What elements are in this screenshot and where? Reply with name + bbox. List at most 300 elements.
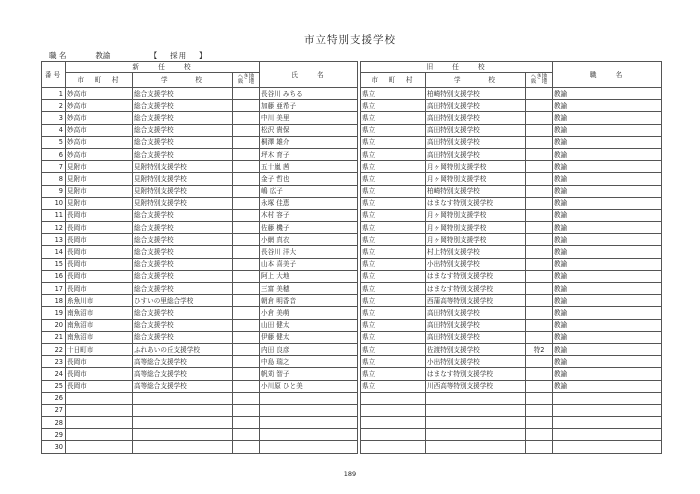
- position-cell: 教諭: [553, 100, 662, 112]
- row-number-cell: 9: [42, 185, 66, 197]
- header-old-school-name: 学 校: [426, 73, 526, 88]
- old-remote-grade-cell: [526, 392, 553, 404]
- new-school-cell: 見附特別支援学校: [133, 185, 233, 197]
- old-prefecture-cell: 県立: [361, 234, 426, 246]
- old-prefecture-cell: 県立: [361, 222, 426, 234]
- table-row: [42, 295, 662, 307]
- page-number: 189: [343, 470, 357, 478]
- old-prefecture-cell: 県立: [361, 88, 426, 100]
- position-cell: [553, 404, 662, 416]
- position-cell: 教諭: [553, 88, 662, 100]
- new-city-cell: 長岡市: [66, 270, 133, 282]
- new-remote-grade-cell: [233, 185, 260, 197]
- old-school-cell: はまなす特別支援学校: [426, 197, 526, 209]
- old-prefecture-cell: [361, 417, 426, 429]
- teacher-name-cell: 永塚 佳恵: [260, 197, 358, 209]
- old-school-cell: はまなす特別支援学校: [426, 270, 526, 282]
- position-cell: 教諭: [553, 197, 662, 209]
- new-remote-grade-cell: [233, 136, 260, 148]
- old-remote-grade-cell: [526, 112, 553, 124]
- table-row: [42, 148, 662, 160]
- new-city-cell: 十日町市: [66, 343, 133, 355]
- new-city-cell: 見附市: [66, 197, 133, 209]
- row-number-cell: 30: [42, 441, 66, 453]
- new-remote-grade-cell: [233, 197, 260, 209]
- table-row: [42, 441, 662, 453]
- new-remote-grade-cell: [233, 295, 260, 307]
- old-school-cell: 月ヶ岡特別支援学校: [426, 209, 526, 221]
- old-remote-grade-cell: [526, 441, 553, 453]
- teacher-name-cell: 木村 容子: [260, 209, 358, 221]
- new-remote-grade-cell: [233, 148, 260, 160]
- position-cell: 教諭: [553, 148, 662, 160]
- table-row: [42, 429, 662, 441]
- old-remote-grade-cell: [526, 222, 553, 234]
- teacher-name-cell: 五十嵐 茜: [260, 161, 358, 173]
- teacher-name-cell: 坪木 育子: [260, 148, 358, 160]
- new-school-cell: [133, 417, 233, 429]
- old-remote-grade-cell: [526, 234, 553, 246]
- old-prefecture-cell: [361, 441, 426, 453]
- old-remote-grade-cell: [526, 295, 553, 307]
- header-old-city: 市 町 村: [361, 73, 426, 88]
- table-row: [42, 197, 662, 209]
- new-school-cell: 見附特別支援学校: [133, 197, 233, 209]
- position-cell: 教諭: [553, 209, 662, 221]
- new-city-cell: 妙高市: [66, 148, 133, 160]
- old-prefecture-cell: 県立: [361, 112, 426, 124]
- old-remote-grade-cell: [526, 319, 553, 331]
- row-number-cell: 13: [42, 234, 66, 246]
- position-cell: 教諭: [553, 161, 662, 173]
- row-number-cell: 8: [42, 173, 66, 185]
- old-remote-grade-cell: [526, 185, 553, 197]
- row-number-cell: 23: [42, 356, 66, 368]
- old-remote-grade-cell: [526, 100, 553, 112]
- position-cell: 教諭: [553, 380, 662, 392]
- position-cell: 教諭: [553, 356, 662, 368]
- transfer-table: [41, 61, 662, 454]
- new-remote-grade-cell: [233, 124, 260, 136]
- new-remote-grade-cell: [233, 404, 260, 416]
- new-school-cell: 総合支援学校: [133, 209, 233, 221]
- old-prefecture-cell: 県立: [361, 380, 426, 392]
- teacher-name-cell: 中川 美里: [260, 112, 358, 124]
- table-row: [42, 100, 662, 112]
- new-city-cell: 妙高市: [66, 124, 133, 136]
- header-no: 番号: [42, 62, 66, 88]
- old-school-cell: 村上特別支援学校: [426, 246, 526, 258]
- new-school-cell: [133, 392, 233, 404]
- table-row: [42, 380, 662, 392]
- old-school-cell: 月ヶ岡特別支援学校: [426, 173, 526, 185]
- teacher-name-cell: 山田 健太: [260, 319, 358, 331]
- old-prefecture-cell: 県立: [361, 283, 426, 295]
- old-remote-grade-cell: 特2: [526, 343, 553, 355]
- old-school-cell: 高田特別支援学校: [426, 148, 526, 160]
- teacher-name-cell: 山本 喜美子: [260, 258, 358, 270]
- old-school-cell: はまなす特別支援学校: [426, 283, 526, 295]
- old-remote-grade-cell: [526, 148, 553, 160]
- teacher-name-cell: [260, 392, 358, 404]
- old-prefecture-cell: 県立: [361, 343, 426, 355]
- old-remote-grade-cell: [526, 88, 553, 100]
- new-city-cell: 南魚沼市: [66, 331, 133, 343]
- old-school-cell: 柏崎特別支援学校: [426, 185, 526, 197]
- teacher-name-cell: [260, 417, 358, 429]
- old-remote-grade-cell: [526, 258, 553, 270]
- new-remote-grade-cell: [233, 319, 260, 331]
- old-prefecture-cell: 県立: [361, 124, 426, 136]
- old-school-cell: [426, 417, 526, 429]
- old-prefecture-cell: 県立: [361, 161, 426, 173]
- row-number-cell: 7: [42, 161, 66, 173]
- teacher-name-cell: 小網 真衣: [260, 234, 358, 246]
- row-number-cell: 19: [42, 307, 66, 319]
- position-cell: 教諭: [553, 307, 662, 319]
- table-row: [42, 88, 662, 100]
- table-row: [42, 307, 662, 319]
- row-number-cell: 28: [42, 417, 66, 429]
- old-remote-grade-cell: [526, 368, 553, 380]
- new-school-cell: 見附特別支援学校: [133, 161, 233, 173]
- new-city-cell: [66, 392, 133, 404]
- old-prefecture-cell: 県立: [361, 307, 426, 319]
- old-remote-grade-cell: [526, 246, 553, 258]
- page-title: 市立特別支援学校: [304, 34, 396, 46]
- teacher-name-cell: 加藤 亜希子: [260, 100, 358, 112]
- position-cell: 教諭: [553, 173, 662, 185]
- new-remote-grade-cell: [233, 100, 260, 112]
- new-remote-grade-cell: [233, 392, 260, 404]
- old-remote-grade-cell: [526, 417, 553, 429]
- table-row: [42, 258, 662, 270]
- old-remote-grade-cell: [526, 197, 553, 209]
- teacher-name-cell: 内田 良彦: [260, 343, 358, 355]
- position-cell: [553, 441, 662, 453]
- old-school-cell: 小出特別支援学校: [426, 258, 526, 270]
- teacher-name-cell: 金子 哲也: [260, 173, 358, 185]
- table-row: [42, 124, 662, 136]
- position-cell: 教諭: [553, 136, 662, 148]
- old-school-cell: 柏崎特別支援学校: [426, 88, 526, 100]
- new-remote-grade-cell: [233, 112, 260, 124]
- new-school-cell: ひすいの里総合学校: [133, 295, 233, 307]
- old-school-cell: 月ヶ岡特別支援学校: [426, 222, 526, 234]
- old-remote-grade-cell: [526, 429, 553, 441]
- new-city-cell: 長岡市: [66, 283, 133, 295]
- old-remote-grade-cell: [526, 283, 553, 295]
- old-remote-grade-cell: [526, 124, 553, 136]
- old-remote-grade-cell: [526, 356, 553, 368]
- new-school-cell: 見附特別支援学校: [133, 173, 233, 185]
- position-cell: [553, 392, 662, 404]
- new-city-cell: 長岡市: [66, 258, 133, 270]
- position-cell: 教諭: [553, 368, 662, 380]
- old-remote-grade-cell: [526, 173, 553, 185]
- header-position: 職 名: [553, 62, 662, 88]
- table-row: [42, 234, 662, 246]
- header-new-school: 新 任 校: [66, 62, 260, 73]
- new-remote-grade-cell: [233, 441, 260, 453]
- row-number-cell: 10: [42, 197, 66, 209]
- new-school-cell: [133, 429, 233, 441]
- new-remote-grade-cell: [233, 88, 260, 100]
- position-cell: 教諭: [553, 283, 662, 295]
- position-cell: 教諭: [553, 258, 662, 270]
- table-row: [42, 368, 662, 380]
- new-school-cell: 総合支援学校: [133, 283, 233, 295]
- position-label: 職 名: [49, 51, 67, 60]
- old-school-cell: [426, 404, 526, 416]
- table-row: [42, 356, 662, 368]
- teacher-name-cell: 長谷川 みちる: [260, 88, 358, 100]
- old-remote-grade-cell: [526, 161, 553, 173]
- new-school-cell: [133, 441, 233, 453]
- table-row: [42, 283, 662, 295]
- table-body: [42, 88, 662, 454]
- row-number-cell: 27: [42, 404, 66, 416]
- teacher-name-cell: 佐藤 機子: [260, 222, 358, 234]
- old-school-cell: 高田特別支援学校: [426, 112, 526, 124]
- table-row: [42, 392, 662, 404]
- header-old-school: 旧 任 校: [361, 62, 553, 73]
- teacher-name-cell: 桐澤 雄介: [260, 136, 358, 148]
- position-cell: 教諭: [553, 234, 662, 246]
- new-city-cell: [66, 404, 133, 416]
- table-row: [42, 161, 662, 173]
- table-row: [42, 209, 662, 221]
- table-row: [42, 185, 662, 197]
- old-remote-grade-cell: [526, 307, 553, 319]
- new-school-cell: 総合支援学校: [133, 136, 233, 148]
- old-prefecture-cell: 県立: [361, 368, 426, 380]
- table-row: [42, 136, 662, 148]
- row-number-cell: 1: [42, 88, 66, 100]
- old-prefecture-cell: 県立: [361, 209, 426, 221]
- old-school-cell: 高田特別支援学校: [426, 331, 526, 343]
- row-number-cell: 3: [42, 112, 66, 124]
- row-number-cell: 29: [42, 429, 66, 441]
- new-school-cell: 総合支援学校: [133, 148, 233, 160]
- table-row: [42, 173, 662, 185]
- old-prefecture-cell: 県立: [361, 173, 426, 185]
- position-value: 教諭: [95, 51, 111, 60]
- old-school-cell: 川西高等特別支援学校: [426, 380, 526, 392]
- status-label: 【 採用 】: [149, 51, 208, 60]
- teacher-name-cell: 松沢 貴保: [260, 124, 358, 136]
- new-city-cell: 長岡市: [66, 234, 133, 246]
- old-school-cell: 高田特別支援学校: [426, 100, 526, 112]
- table-row: [42, 319, 662, 331]
- new-remote-grade-cell: [233, 417, 260, 429]
- new-city-cell: [66, 417, 133, 429]
- new-remote-grade-cell: [233, 380, 260, 392]
- position-cell: [553, 417, 662, 429]
- new-remote-grade-cell: [233, 258, 260, 270]
- old-prefecture-cell: 県立: [361, 136, 426, 148]
- new-city-cell: 糸魚川市: [66, 295, 133, 307]
- new-city-cell: 長岡市: [66, 380, 133, 392]
- header-old-remote: へき地 級 地: [526, 73, 553, 88]
- new-city-cell: 長岡市: [66, 368, 133, 380]
- row-number-cell: 11: [42, 209, 66, 221]
- old-prefecture-cell: 県立: [361, 356, 426, 368]
- new-school-cell: 高等総合支援学校: [133, 380, 233, 392]
- new-school-cell: 高等総合支援学校: [133, 356, 233, 368]
- new-remote-grade-cell: [233, 222, 260, 234]
- row-number-cell: 24: [42, 368, 66, 380]
- old-school-cell: [426, 392, 526, 404]
- new-school-cell: 総合支援学校: [133, 222, 233, 234]
- table-row: [42, 270, 662, 282]
- table-row: [42, 246, 662, 258]
- old-prefecture-cell: 県立: [361, 270, 426, 282]
- old-school-cell: はまなす特別支援学校: [426, 368, 526, 380]
- header-row-1: [42, 62, 662, 73]
- old-prefecture-cell: 県立: [361, 246, 426, 258]
- old-prefecture-cell: 県立: [361, 100, 426, 112]
- teacher-name-cell: 長谷川 洋大: [260, 246, 358, 258]
- position-cell: 教諭: [553, 112, 662, 124]
- new-city-cell: 南魚沼市: [66, 319, 133, 331]
- teacher-name-cell: 伊藤 健太: [260, 331, 358, 343]
- new-remote-grade-cell: [233, 307, 260, 319]
- table-row: [42, 343, 662, 355]
- old-school-cell: 佐渡特別支援学校: [426, 343, 526, 355]
- new-city-cell: 妙高市: [66, 112, 133, 124]
- old-remote-grade-cell: [526, 404, 553, 416]
- new-remote-grade-cell: [233, 161, 260, 173]
- old-prefecture-cell: [361, 429, 426, 441]
- table-row: [42, 404, 662, 416]
- old-remote-grade-cell: [526, 209, 553, 221]
- old-remote-grade-cell: [526, 136, 553, 148]
- old-school-cell: 月ヶ岡特別支援学校: [426, 161, 526, 173]
- new-remote-grade-cell: [233, 209, 260, 221]
- old-prefecture-cell: [361, 392, 426, 404]
- new-city-cell: [66, 441, 133, 453]
- old-school-cell: 月ヶ岡特別支援学校: [426, 234, 526, 246]
- row-number-cell: 22: [42, 343, 66, 355]
- new-school-cell: 総合支援学校: [133, 307, 233, 319]
- row-number-cell: 25: [42, 380, 66, 392]
- old-school-cell: 高田特別支援学校: [426, 136, 526, 148]
- position-cell: 教諭: [553, 246, 662, 258]
- teacher-name-cell: 中島 瑞之: [260, 356, 358, 368]
- old-prefecture-cell: 県立: [361, 331, 426, 343]
- old-prefecture-cell: 県立: [361, 295, 426, 307]
- meta-line: [49, 50, 208, 61]
- old-school-cell: [426, 429, 526, 441]
- old-school-cell: 高田特別支援学校: [426, 307, 526, 319]
- row-number-cell: 26: [42, 392, 66, 404]
- new-city-cell: 南魚沼市: [66, 307, 133, 319]
- old-remote-grade-cell: [526, 380, 553, 392]
- new-school-cell: 総合支援学校: [133, 112, 233, 124]
- old-remote-grade-cell: [526, 270, 553, 282]
- old-school-cell: 小出特別支援学校: [426, 356, 526, 368]
- new-school-cell: 総合支援学校: [133, 88, 233, 100]
- old-prefecture-cell: [361, 404, 426, 416]
- new-remote-grade-cell: [233, 429, 260, 441]
- position-cell: 教諭: [553, 331, 662, 343]
- old-prefecture-cell: 県立: [361, 148, 426, 160]
- new-city-cell: [66, 429, 133, 441]
- old-prefecture-cell: 県立: [361, 197, 426, 209]
- new-city-cell: 見附市: [66, 185, 133, 197]
- header-remote: へき地 級 地: [233, 73, 260, 88]
- new-remote-grade-cell: [233, 246, 260, 258]
- position-cell: 教諭: [553, 124, 662, 136]
- old-school-cell: 高田特別支援学校: [426, 319, 526, 331]
- old-prefecture-cell: 県立: [361, 319, 426, 331]
- new-remote-grade-cell: [233, 368, 260, 380]
- old-remote-grade-cell: [526, 331, 553, 343]
- row-number-cell: 2: [42, 100, 66, 112]
- new-remote-grade-cell: [233, 283, 260, 295]
- table-row: [42, 417, 662, 429]
- table-row: [42, 112, 662, 124]
- header-name: 氏 名: [260, 62, 358, 88]
- new-remote-grade-cell: [233, 343, 260, 355]
- position-cell: [553, 429, 662, 441]
- row-number-cell: 5: [42, 136, 66, 148]
- position-cell: 教諭: [553, 295, 662, 307]
- teacher-name-cell: 小倉 美萌: [260, 307, 358, 319]
- table-row: [42, 222, 662, 234]
- row-number-cell: 20: [42, 319, 66, 331]
- new-city-cell: 妙高市: [66, 136, 133, 148]
- header-school: 学 校: [133, 73, 233, 88]
- new-remote-grade-cell: [233, 173, 260, 185]
- teacher-name-cell: 阿上 大地: [260, 270, 358, 282]
- row-number-cell: 16: [42, 270, 66, 282]
- teacher-name-cell: 嶋 広子: [260, 185, 358, 197]
- new-school-cell: 高等総合支援学校: [133, 368, 233, 380]
- new-school-cell: 総合支援学校: [133, 100, 233, 112]
- new-city-cell: 長岡市: [66, 209, 133, 221]
- row-number-cell: 18: [42, 295, 66, 307]
- new-school-cell: [133, 404, 233, 416]
- new-city-cell: 見附市: [66, 173, 133, 185]
- header-city: 市 町 村: [66, 73, 133, 88]
- position-cell: 教諭: [553, 343, 662, 355]
- row-number-cell: 15: [42, 258, 66, 270]
- teacher-name-cell: [260, 404, 358, 416]
- teacher-name-cell: [260, 441, 358, 453]
- old-school-cell: [426, 441, 526, 453]
- old-prefecture-cell: 県立: [361, 258, 426, 270]
- table-row: [42, 331, 662, 343]
- new-school-cell: 総合支援学校: [133, 270, 233, 282]
- new-city-cell: 見附市: [66, 161, 133, 173]
- old-school-cell: 西蒲高等特別支援学校: [426, 295, 526, 307]
- new-school-cell: 総合支援学校: [133, 234, 233, 246]
- position-cell: 教諭: [553, 185, 662, 197]
- new-school-cell: 総合支援学校: [133, 319, 233, 331]
- teacher-name-cell: 三富 美穂: [260, 283, 358, 295]
- teacher-name-cell: 小川原 ひと美: [260, 380, 358, 392]
- row-number-cell: 14: [42, 246, 66, 258]
- row-number-cell: 21: [42, 331, 66, 343]
- row-number-cell: 12: [42, 222, 66, 234]
- new-school-cell: 総合支援学校: [133, 258, 233, 270]
- new-remote-grade-cell: [233, 331, 260, 343]
- position-cell: 教諭: [553, 270, 662, 282]
- position-cell: 教諭: [553, 319, 662, 331]
- new-city-cell: 長岡市: [66, 222, 133, 234]
